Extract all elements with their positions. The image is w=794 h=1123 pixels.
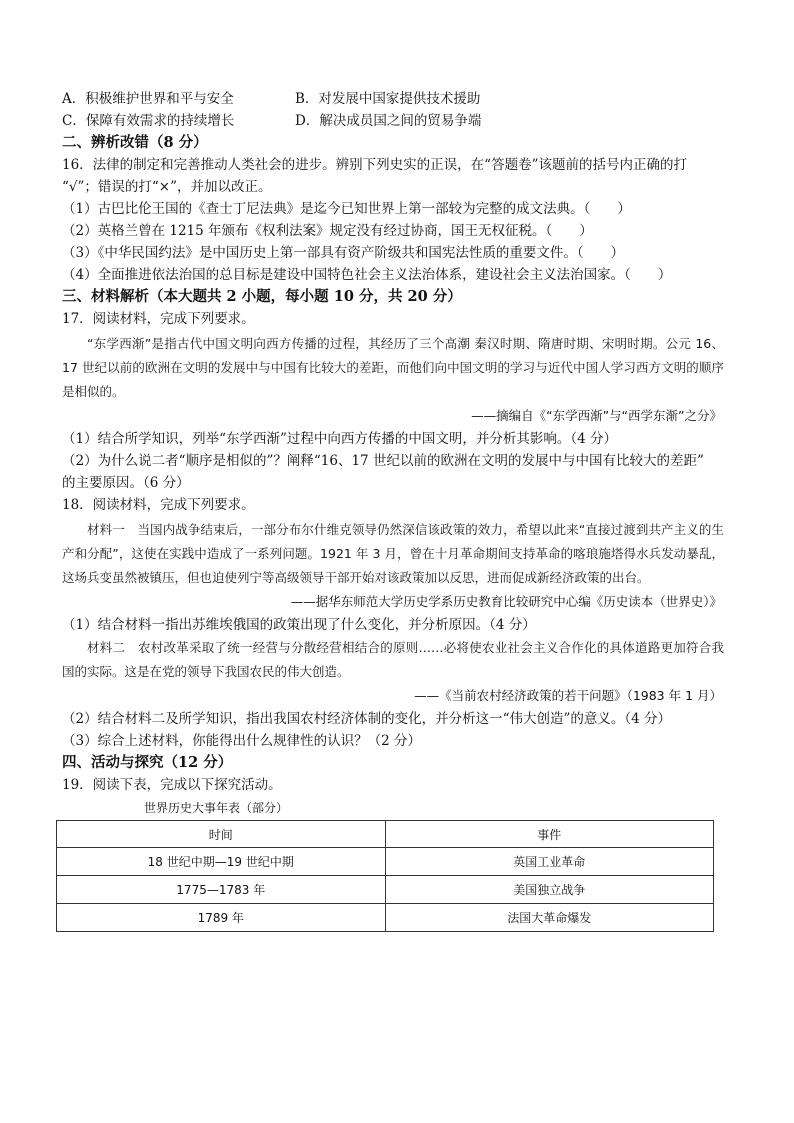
table-row bbox=[57, 848, 714, 876]
option-b: B．对发展中国家提供技术援助 bbox=[295, 91, 481, 107]
table-cell-event: 美国独立战争 bbox=[385, 876, 714, 904]
section4-heading: 四、活动与探究（12 分） bbox=[62, 754, 233, 771]
q17-question-2a: （2）为什么说二者“顺序是相似的”？阐释“16、17 世纪以前的欧洲在文明的发展中与中国有比较大的差距” bbox=[62, 453, 704, 469]
table-header-row bbox=[57, 821, 714, 848]
table-cell-time: 1789 年 bbox=[57, 904, 386, 932]
q18-source-2: ——《当前农村经济政策的若干问题》（1983 年 1 月） bbox=[414, 688, 722, 703]
q17-source: ——摘编自《“东学西渐”与“西学东渐”之分》 bbox=[471, 408, 722, 423]
q18-question-1: （1）结合材料一指出苏维埃俄国的政策出现了什么变化，并分析原因。（4 分） bbox=[62, 617, 536, 633]
q17-question-1: （1）结合所学知识，列举“东学西渐”过程中向西方传播的中国文明，并分析其影响。（4 分） bbox=[62, 431, 618, 447]
option-a: A．积极维护世界和平与安全 bbox=[62, 91, 234, 107]
q17-material: “东学西渐”是指古代中国文明向西方传播的过程，其经历了三个高潮 秦汉时期、隋唐时期、宋明时期。公元 16、17 世纪以前的欧洲在文明的发展中与中国有比较大的差距，而他们向中国文明的学习与近代中国人学习西方文明的顺序是相似的。 bbox=[62, 336, 724, 399]
q16-item-2: （2）英格兰曾在 1215 年颁布《权利法案》规定没有经过协商，国王无权征税。（ ） bbox=[62, 223, 593, 239]
q17-question-2b: 的主要原因。（6 分） bbox=[62, 475, 190, 491]
q18-source-1: ——据华东师范大学历史学系历史教育比较研究中心编《历史读本（世界史）》 bbox=[290, 594, 722, 609]
q18-question-2: （2）结合材料二及所学知识，指出我国农村经济体制的变化，并分析这一“伟大创造”的意义。（4 分） bbox=[62, 711, 672, 727]
table-cell-event: 法国大革命爆发 bbox=[385, 904, 714, 932]
q18-material-2: 材料二 农村改革采取了统一经营与分散经营相结合的原则……必将使农业社会主义合作化的具体道路更加符合我国的实际。这是在党的领导下我国农民的伟大创造。 bbox=[62, 640, 724, 679]
q18-intro: 18．阅读材料，完成下列要求。 bbox=[62, 497, 255, 513]
section3-heading: 三、材料解析（本大题共 2 小题，每小题 10 分，共 20 分） bbox=[62, 288, 462, 305]
table-row bbox=[57, 904, 714, 932]
table-header-time: 时间 bbox=[57, 821, 386, 848]
exam-page bbox=[62, 88, 734, 950]
q18-question-3: （3）综合上述材料，你能得出什么规律性的认识？（2 分） bbox=[62, 733, 421, 749]
options-row-ab bbox=[62, 88, 734, 110]
q18-material-1: 材料一 当国内战争结束后，一部分布尔什维克领导仍然深信该政策的效力，希望以此来“直接过渡到共产主义的生产和分配”，这使在实践中造成了一系列问题。1921 年 3 月，曾在十月革命期间支持革命的喀琅施塔得水兵发动暴乱，这场兵变虽然被镇压，但也迫使列宁等高级领导干部开始对该政策加以反思，进而促成新经济政策的出台。 bbox=[62, 522, 724, 585]
options-row-cd bbox=[62, 110, 734, 132]
q17-intro: 17．阅读材料，完成下列要求。 bbox=[62, 311, 255, 327]
q16-line2: “√”；错误的打“×”，并加以改正。 bbox=[62, 179, 272, 195]
table-header-event: 事件 bbox=[385, 821, 714, 848]
q16-item-1: （1）古巴比伦王国的《查士丁尼法典》是迄今已知世界上第一部较为完整的成文法典。（ ） bbox=[62, 201, 631, 217]
table-row bbox=[57, 876, 714, 904]
q16-item-4: （4）全面推进依法治国的总目标是建设中国特色社会主义法治体系，建设社会主义法治国家。（ ） bbox=[62, 267, 672, 283]
table-wrap bbox=[62, 820, 734, 950]
option-d: D．解决成员国之间的贸易争端 bbox=[295, 113, 482, 129]
q19-intro: 19．阅读下表，完成以下探究活动。 bbox=[62, 777, 282, 793]
section2-heading: 二、辨析改错（8 分） bbox=[62, 134, 208, 151]
q16-line1: 16．法律的制定和完善推动人类社会的进步。辨别下列史实的正误，在“答题卷”该题前的括号内正确的打 bbox=[62, 157, 687, 173]
table-cell-event: 英国工业革命 bbox=[385, 848, 714, 876]
table-cell-time: 18 世纪中期—19 世纪中期 bbox=[57, 848, 386, 876]
q16-item-3: （3）《中华民国约法》是中国历史上第一部具有资产阶级共和国宪法性质的重要文件。（ ） bbox=[62, 245, 625, 261]
table-caption: 世界历史大事年表（部分） bbox=[144, 801, 289, 815]
option-c: C．保障有效需求的持续增长 bbox=[62, 113, 235, 129]
table-cell-time: 1775—1783 年 bbox=[57, 876, 386, 904]
events-table bbox=[56, 820, 714, 932]
